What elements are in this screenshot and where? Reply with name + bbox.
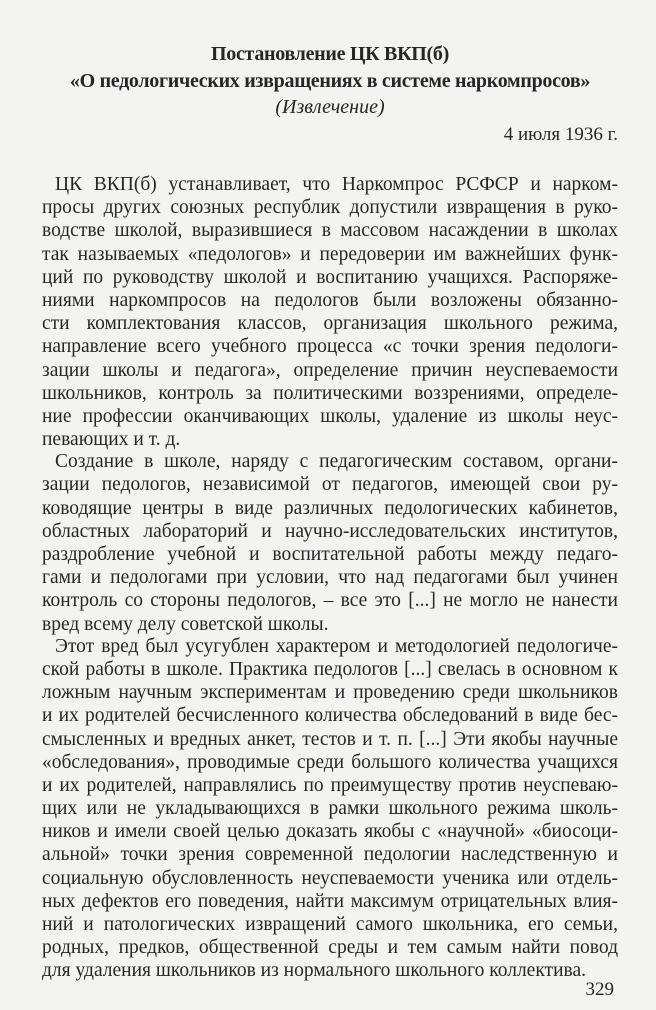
- text-line: для удаления школьников из нормального школьного коллектива.: [42, 960, 586, 982]
- text-line: ных дефектов его поведения, найти максимум отрицательных влия-: [42, 890, 618, 912]
- text-line: областных лабораторий и научно-исследовательских институтов,: [42, 520, 618, 542]
- text-line: ниями наркомпросов на педологов были возложены обязанно-: [42, 289, 618, 311]
- text-line: вред всему делу советской школы.: [42, 613, 329, 635]
- page-number: 329: [585, 979, 614, 1000]
- text-line: ние профессии оканчивающих школы, удаление из школы неус-: [42, 405, 618, 427]
- text-line: родных, предков, общественной среды и тем самым найти повод: [42, 937, 618, 959]
- text-line: зации педологов, независимой от педагогов, имеющей свои ру-: [42, 474, 618, 496]
- text-line: ций по руководству школой и воспитанию учащихся. Распоряже-: [42, 266, 618, 288]
- text-line: так называемых «педологов» и передоверии им важнейших функ-: [42, 243, 618, 265]
- text-line: альной» точки зрения современной педологии наследственную и: [42, 844, 618, 866]
- text-line: и их родителей бесчисленного количества обследований в виде бес-: [42, 705, 618, 727]
- text-line: контроль со стороны педологов, – все это [...] не могло не нанести: [42, 590, 618, 612]
- document-date: 4 июля 1936 г.: [503, 124, 618, 145]
- document-subtitle: «О педологических извращениях в системе наркомпросов»: [69, 70, 591, 92]
- text-line: социальную обусловленность неуспеваемости ученика или отдель-: [42, 867, 618, 889]
- text-line: раздробление учебной и воспитательной работы между педаго-: [42, 544, 618, 565]
- text-line: ний и патологических извращений самого школьника, его семьи,: [42, 914, 618, 935]
- text-line: ководящие центры в виде различных педологических кабинетов,: [42, 497, 618, 519]
- text-line: водстве школой, выразившиеся в массовом насаждении в школах: [42, 220, 618, 242]
- paragraph: [42, 173, 618, 451]
- text-line: щих или не укладывающихся в рамки школьного режима школь-: [42, 798, 618, 820]
- paragraph: [42, 635, 618, 983]
- extract-label: (Извлечение): [275, 96, 385, 118]
- text-line: гами и педологами при условии, что над педагогами был учинен: [42, 567, 618, 589]
- text-line: Этот вред был усугублен характером и методологией педологиче-: [55, 635, 618, 657]
- body-text: [42, 173, 618, 982]
- text-line: школьников, контроль за политическими воззрениями, определе-: [42, 382, 618, 404]
- text-line: ЦК ВКП(б) устанавливает, что Наркомпрос РСФСР и нарком-: [55, 174, 618, 195]
- text-line: певающих и т. д.: [42, 429, 181, 451]
- text-line: направление всего учебного процесса «с точки зрения педологи-: [42, 336, 618, 358]
- text-line: Создание в школе, наряду с педагогическим составом, органи-: [55, 451, 618, 473]
- text-line: сти комплектования классов, организация школьного режима,: [42, 313, 618, 335]
- text-line: и их родителей, направлялись по преимуществу против неуспеваю-: [42, 774, 618, 796]
- text-line: ложным научным экспериментам и проведению среди школьников: [42, 682, 618, 704]
- text-line: ской работы в школе. Практика педологов [...] свелась в основном к: [42, 658, 618, 680]
- text-line: смысленных и вредных анкет, тестов и т. п. [...] Эти якобы научные: [42, 728, 618, 750]
- text-line: просы других союзных республик допустили извращения в руко-: [42, 197, 618, 219]
- text-line: ников и имели своей целью доказать якобы с «научной» «биосоци-: [42, 821, 618, 843]
- document-title: Постановление ЦК ВКП(б): [211, 43, 449, 65]
- paragraph: [42, 450, 618, 636]
- text-line: зации школы и педагога», определение причин неуспеваемости: [42, 359, 618, 381]
- text-line: «обследования», проводимые среди большого количества учащихся: [42, 751, 618, 773]
